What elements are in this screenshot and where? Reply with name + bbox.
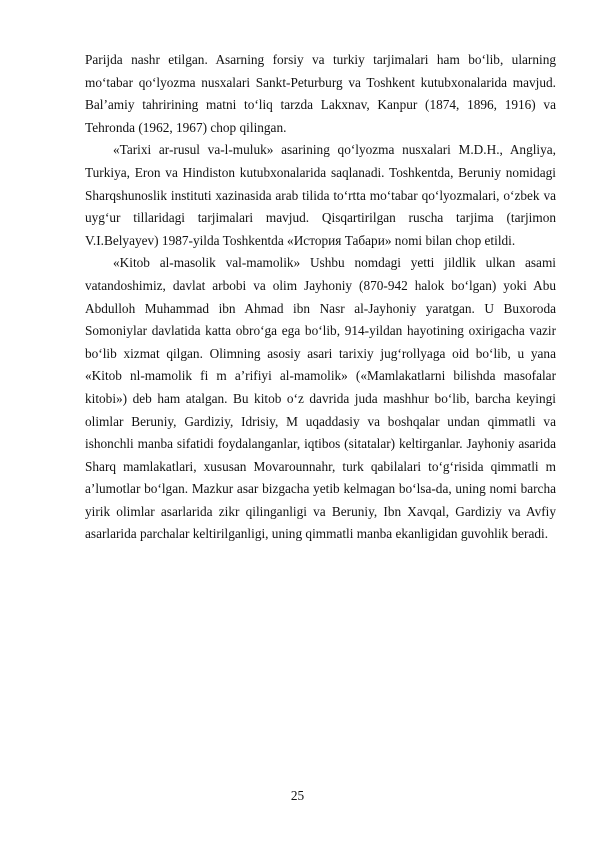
- paragraph-3: «Kitob al-masolik val-mamolik» Ushbu nomdagi yetti jildlik ulkan asami vatandoshimiz, davlat arbobi va olim Jayhoniy (870-942 halok bo‘lgan) yoki Abu Abdulloh Muhammad ibn Ahmad ibn Nasr al-Jayhoniy yaratgan. U Buxoroda Somoniylar davlatida katta obro‘ga ega bo‘lib, 914-yildan hayotining oxirigacha vazir bo‘lib xizmat qilgan. Olimning asosiy asari tarixiy jug‘rollyaga oid bo‘lib, u yana «Kitob nl-mamolik fi m a’rifiyi al-mamolik» («Mamlakatlarni bilishda masofalar kitobi») deb ham atalgan. Bu kitob o‘z davrida juda mashhur bo‘lib, barcha keyingi olimlar Beruniy, Gardiziy, Idrisiy, M uqaddasiy va boshqalar undan qimmatli va ishonchli manba sifatidi foydalanganlar, iqtibos (sitatalar) keltirganlar. Jayhoniy asarida Sharq mamlakatlari, xususan Movarounnahr, turk qabilalari to‘g‘risida qimmatli m a’lumotlar bo‘lgan. Mazkur asar bizgacha yetib kelmagan bo‘lsa-da, uning nomi barcha yirik olimlar asarlarida zikr qilinganligi va Beruniy, Ibn Xavqal, Gardiziy va Avfiy asarlarida parchalar keltirilganligi, uning qimmatli manba ekanligidan guvohlik beradi.: [85, 255, 556, 542]
- page-number: 25: [290, 788, 305, 803]
- paragraph-1: Parijda nashr etilgan. Asarning forsiy va turkiy tarjimalari ham bo‘lib, ularning mo‘tabar qo‘lyozma nusxalari Sankt-Peturburg va Toshkent kutubxonalarida mavjud. Bal’amiy tahririning matni to‘liq tarzda Lakxnav, Kanpur (1874, 1896, 1916) va Tehronda (1962, 1967) chop qilingan.: [85, 52, 556, 135]
- paragraph-2: «Tarixi ar-rusul va-l-muluk» asarining qo‘lyozma nusxalari M.D.H., Angliya, Turkiya, Eron va Hindiston kutubxonalarida saqlanadi. Toshkentda, Beruniy nomidagi Sharqshunoslik instituti xazinasida arab tilida to‘rtta mo‘tabar qo‘lyozmalari, o‘zbek va uyg‘ur tillaridagi tarjimalari mavjud. Qisqartirilgan ruscha tarjima (tarjimon V.I.Belyayev) 1987-yilda Toshkentda «История Табари» nomi bilan chop etildi.: [85, 142, 556, 248]
- document-page: [85, 49, 556, 546]
